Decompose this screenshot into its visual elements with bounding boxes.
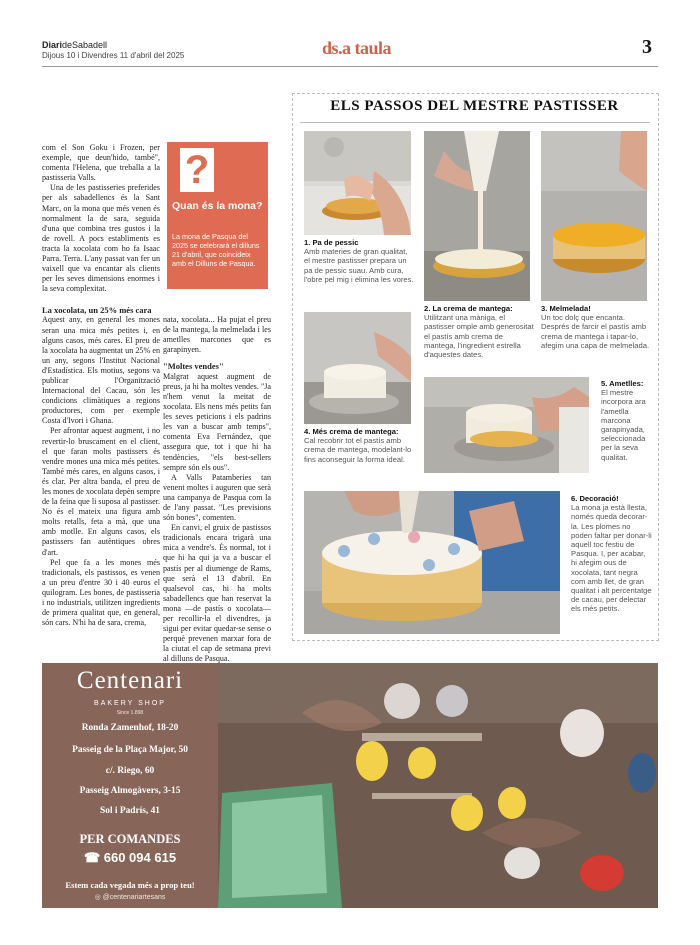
- brand-logo: Centenari: [76, 667, 184, 694]
- masthead-brand: DiarideSabadell: [42, 40, 108, 50]
- caption-text: Amb materies de gran qualitat, el mestre pastisser prepara un pa de pessic suau. Amb cura, l'obre pel mig i elimina les vores.: [304, 247, 414, 284]
- steps-title-rule: [300, 122, 650, 123]
- header-divider: [42, 66, 658, 67]
- article-paragraph: Pel que fa a les mones més tradicionals, els pastissos, es venen a un preu d'entre 30 i 40 euros el quilogram. Les bones, de pastisseria i no industrials, utilitzen ingredients de primera qualitat que, en general, són cars. N'hi ha de sara, crema,: [42, 557, 160, 628]
- info-box-text: La mona de Pasqua del 2025 se celebrarà el dilluns 21 d'abril, que coincideix amb el Dilluns de Pasqua.: [172, 232, 260, 268]
- steps-title: ELS PASSOS DEL MESTRE PASTISSER: [330, 98, 619, 114]
- caption-step-2: [424, 304, 534, 359]
- brand-subtitle: BAKERY SHOP: [94, 700, 166, 707]
- issue-date: Dijous 10 i Divendres 11 d'abril del 2025: [42, 51, 185, 60]
- phone-icon: ☎: [83, 850, 104, 865]
- subheading-chocolate-price: La xocolata, un 25% més cara: [42, 305, 152, 315]
- article-paragraph: Aquest any, en general les mones seran una mica més petites i, en alguns casos, més cares. El preu de la xocolata ha augmentat un 25% en un any, segons l'Institut Nacional d'Estadística. Els motius, segons va publicar l'Organització Internacional del Cacau, són les condicions climàtiques a regions productores, com per exemple Costa d'Ivori i Ghana.: [42, 315, 160, 426]
- advert-slogan: Estem cada vegada més a prop teu!: [65, 880, 195, 890]
- photo-step-3: [541, 131, 647, 301]
- caption-title: 6. Decoració!: [571, 494, 619, 503]
- order-label: PER COMANDES: [79, 832, 181, 846]
- caption-text: Utilitzant una màniga, el pastisser omple amb generositat el pastís amb crema de mantega, l'ingredient estrella d'aquestes dates.: [424, 313, 534, 360]
- caption-step-4: [304, 427, 414, 464]
- caption-step-3: [541, 304, 651, 350]
- article-paragraph: Per afrontar aquest augment, i no revertir-lo bruscament en el client, el que faran molts pastissers és vendre mones una mica més petites. També més cares, en alguns casos, i és clar. Per altra banda, el preu de les mones de xocolata depèn sempre de la feina que li suposa al pastisser. No és el mateix una figura amb molts retalls, feta a mà, que una amb motlle. En alguns casos, els pastissers fan autèntiques obres d'art.: [42, 426, 160, 557]
- article-paragraph: En canvi, el gruix de pastissos tradicionals encara trigarà una mica a vendre's. És normal, tot i que hi ha qui ja va a buscar el pastís per al diumenge de Rams, que serà el 13 d'abril. En qualsevol cas, hi ha molts sabadellencs que han reservat la mona —de pastís o xocolata— per recollir-la el divendres, ja sigui per evitar quedar-se sense o perquè prevenen marxar fora de la ciutat el cap de setmana previ al dilluns de Pasqua.: [163, 523, 271, 664]
- photo-step-5: [424, 377, 589, 473]
- brand-since: Since 1.898: [116, 710, 144, 716]
- caption-title: 2. La crema de mantega:: [424, 304, 513, 313]
- caption-title: 3. Melmelada!: [541, 304, 591, 313]
- section-title: ds.a taula: [322, 38, 392, 58]
- caption-title: 1. Pa de pessic: [304, 238, 359, 247]
- article-paragraph: com el Son Goku i Frozen, per exemple, que deun'hido, també", comenta l'Helena, que treballa a la pastisseria Valls.: [42, 143, 160, 183]
- question-mark-icon: ?: [180, 148, 214, 192]
- article-column-2: [163, 315, 271, 665]
- caption-title: 4. Més crema de mantega:: [304, 427, 399, 436]
- photo-step-1: [304, 131, 411, 235]
- article-paragraph: Malgrat aquest augment de preus, ja hi ha moltes vendes. "Ja n'hem venut la meitat de xocolata. Els nens més petits fan les seves peticions i els padrins les van a buscar amb temps", comenta Eva Fernández, que assegura que, tot i que hi ha tendències, "els best-sellers sempre són els ous".: [163, 371, 271, 472]
- caption-text: Un toc dolç que encanta. Després de farcir el pastís amb crema de mantega i tapar-lo, afegim una capa de melmelada.: [541, 313, 650, 350]
- phone-number: ☎ 660 094 615: [83, 850, 177, 865]
- photo-step-2: [424, 131, 530, 301]
- article-paragraph: Una de les pastisseries preferides per als sabadellencs és la Sant Marc, on la mona que més venen és normalment la de sara, seguida d'una que combina tres gustos i la de rovell. A pocs establiments es tracta la xocolata com ho fa Isaac Parra. Terra. L'any passat van fer un vaixell que va encantar als clients per les seves dimensions enormes i la seva complexitat.: [42, 183, 160, 294]
- store-address: Passeig de la Plaça Major, 50: [72, 745, 188, 755]
- photo-step-6: [304, 491, 560, 634]
- caption-step-6: [571, 494, 653, 614]
- caption-text: Cal recobrir tot el pastís amb crema de mantega, modelant-lo fins aconseguir la forma ideal.: [304, 436, 412, 464]
- page-number: 3: [642, 36, 652, 58]
- store-address: Sol i Padrís, 41: [100, 806, 160, 816]
- caption-text: La mona ja està llesta, només queda decorar-la. Les plomes no poden faltar per donar-li aquell toc festiu de Pasqua. I, per acabar, hi afegim ous de xocolata, tant negra com amb llet, de gran qualitat i alt percentatge de cacau, per delectar els més petits.: [571, 503, 652, 614]
- info-box-title: Quan és la mona?: [172, 200, 263, 212]
- article-column-1-top: [42, 143, 160, 294]
- caption-step-1: [304, 238, 414, 284]
- subheading-sales: "Moltes vendes": [163, 361, 224, 372]
- article-paragraph: A Valls Patamberies tan venent moltes i auguren que serà una campanya de Pasqua com la de l'any passat. "Les previsions són bones", comenten.: [163, 472, 271, 523]
- article-column-1-bottom: [42, 305, 160, 628]
- caption-title: 5. Ametlles:: [601, 379, 644, 388]
- instagram-icon: ◎: [94, 894, 103, 901]
- store-address: c/. Riego, 60: [105, 766, 155, 776]
- article-paragraph: nata, xocolata... Ha pujat el preu de la mantega, la melmelada i les ametlles marcones que es garapinyen.: [163, 315, 271, 355]
- store-address: Passeig Almogàvers, 3-15: [79, 786, 181, 796]
- caption-text: El mestre incorpora ara l'ametlla marcona garapinyada, seleccionada per la seva qualitat.: [601, 388, 646, 462]
- caption-step-5: [601, 379, 653, 462]
- photo-step-4: [304, 312, 411, 424]
- instagram-handle: ◎ @centenariartesans: [94, 894, 166, 901]
- store-address: Ronda Zamenhof, 18-20: [81, 723, 179, 733]
